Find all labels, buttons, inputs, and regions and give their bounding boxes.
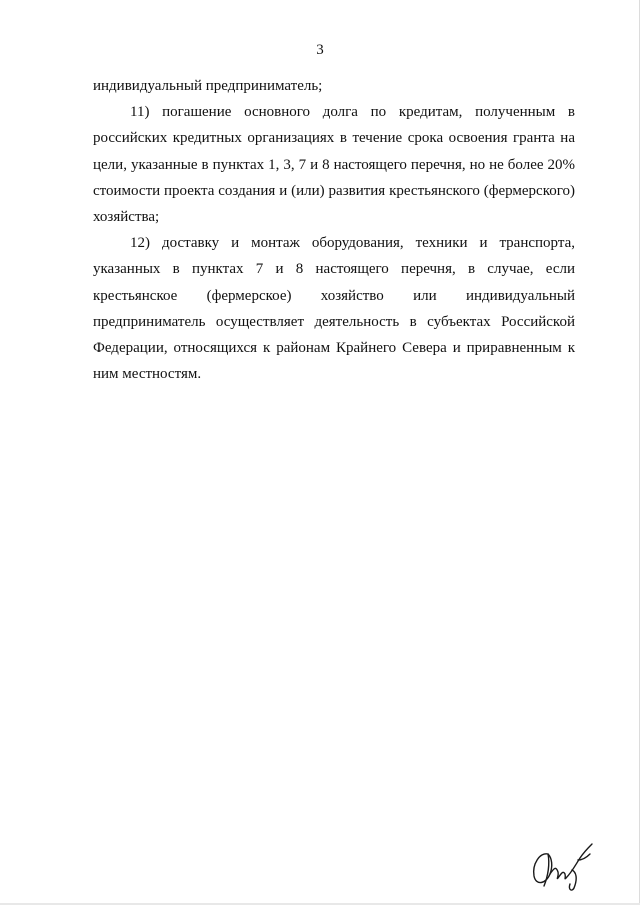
signature-icon xyxy=(528,836,600,892)
document-body xyxy=(93,73,575,387)
paragraph-item-12: 12) доставку и монтаж оборудования, техники и транспорта, указанных в пунктах 7 и 8 настоящего перечня, в случае, если крестьянское (фермерское) хозяйство или индивидуальный предприниматель осуществляет деятельность в субъектах Российской Федерации, относящихся к районам Крайнего Севера и приравненным к ним местностям. xyxy=(93,235,575,383)
paragraph-item-11: 11) погашение основного долга по кредитам, полученным в российских кредитных организациях в течение срока освоения гранта на цели, указанные в пунктах 1, 3, 7 и 8 настоящего перечня, но не более 20% стоимости проекта создания и (или) развития крестьянского (фермерского) хозяйства; xyxy=(93,104,575,226)
page-number: 3 xyxy=(316,42,324,58)
paragraph-continuation: индивидуальный предприниматель; xyxy=(93,78,323,94)
